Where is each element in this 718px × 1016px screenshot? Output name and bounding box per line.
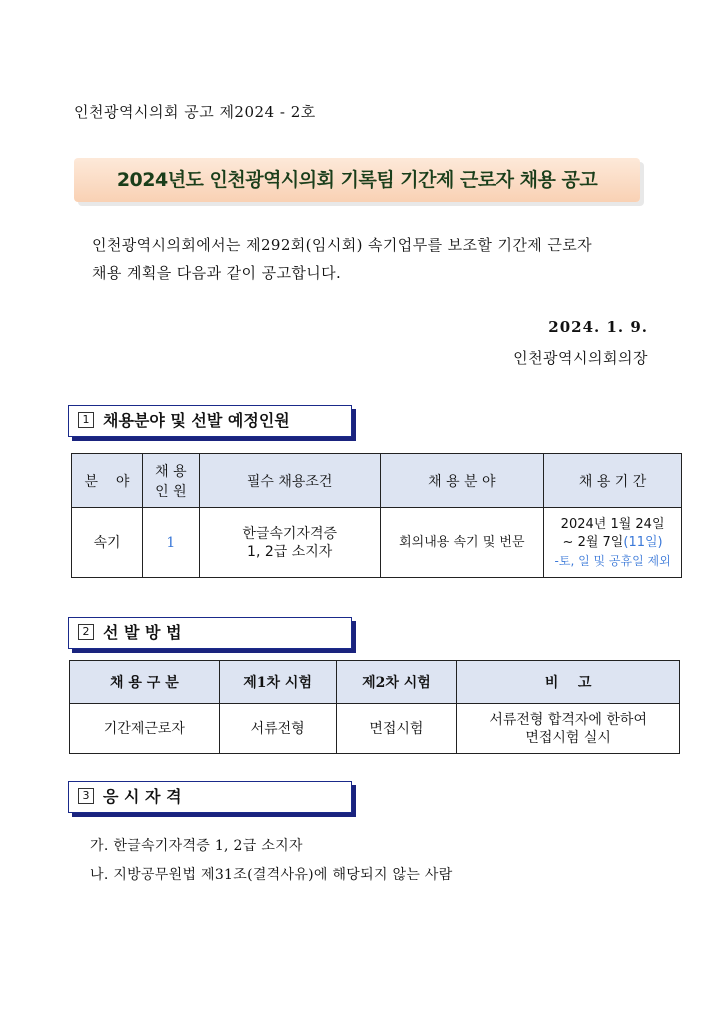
section-2-title: 선 발 방 법 bbox=[103, 623, 182, 642]
period-end: ~ 2월 7일 bbox=[562, 534, 624, 550]
section-3-heading bbox=[68, 781, 352, 813]
period-days: (11일) bbox=[623, 534, 663, 550]
header-second-exam: 제2차 시험 bbox=[336, 661, 457, 704]
note-line1: 서류전형 합격자에 한하여 bbox=[489, 711, 647, 728]
header-period: 채 용 기 간 bbox=[544, 454, 682, 508]
notice-date: 2024. 1. 9. bbox=[548, 318, 648, 336]
cell-field: 속기 bbox=[72, 508, 143, 578]
cell-second-exam: 면접시험 bbox=[336, 704, 457, 754]
qualification-item: 나. 지방공무원법 제31조(결격사유)에 해당되지 않는 사람 bbox=[90, 867, 453, 883]
table-row bbox=[70, 704, 680, 754]
header-count-line2: 인 원 bbox=[155, 483, 187, 500]
cell-first-exam: 서류전형 bbox=[219, 704, 336, 754]
table-row bbox=[72, 508, 682, 578]
cell-period bbox=[544, 508, 682, 578]
table-header-row bbox=[72, 454, 682, 508]
header-requirement: 필수 채용조건 bbox=[199, 454, 380, 508]
section-1-title: 채용분야 및 선발 예정인원 bbox=[103, 411, 290, 430]
period-exclusion: -토, 일 및 공휴일 제외 bbox=[554, 553, 671, 568]
cell-note bbox=[457, 704, 680, 754]
header-count-line1: 채 용 bbox=[155, 463, 187, 480]
section-3-title: 응 시 자 격 bbox=[103, 787, 182, 806]
requirement-line2: 1, 2급 소지자 bbox=[247, 543, 333, 560]
signer: 인천광역시의회의장 bbox=[513, 349, 648, 367]
period-line1: 2024년 1월 24일 bbox=[560, 516, 665, 532]
requirement-line1: 한글속기자격증 bbox=[242, 525, 337, 542]
cell-requirement bbox=[199, 508, 380, 578]
header-type: 채 용 구 분 bbox=[70, 661, 220, 704]
note-line2: 면접시험 실시 bbox=[525, 729, 611, 746]
section-1-number: 1 bbox=[78, 412, 94, 428]
intro-line-2: 채용 계획을 다음과 같이 공고합니다. bbox=[92, 264, 342, 282]
header-first-exam: 제1차 시험 bbox=[219, 661, 336, 704]
header-note: 비 고 bbox=[457, 661, 680, 704]
title-banner bbox=[74, 158, 640, 202]
section-3-number: 3 bbox=[78, 788, 94, 804]
recruitment-table bbox=[71, 453, 682, 578]
section-2-heading bbox=[68, 617, 352, 649]
header-field: 분 야 bbox=[72, 454, 143, 508]
header-area: 채 용 분 야 bbox=[380, 454, 544, 508]
qualification-item: 가. 한글속기자격증 1, 2급 소지자 bbox=[90, 838, 303, 854]
selection-method-table bbox=[69, 660, 680, 754]
intro-line-1: 인천광역시의회에서는 제292회(임시회) 속기업무를 보조할 기간제 근로자 bbox=[92, 236, 592, 254]
notice-number: 인천광역시의회 공고 제2024 - 2호 bbox=[74, 103, 316, 121]
section-2-number: 2 bbox=[78, 624, 94, 640]
cell-count: 1 bbox=[142, 508, 199, 578]
table-header-row bbox=[70, 661, 680, 704]
header-count bbox=[142, 454, 199, 508]
section-1-heading bbox=[68, 405, 352, 437]
period-line2 bbox=[544, 534, 681, 552]
page-title: 2024년도 인천광역시의회 기록팀 기간제 근로자 채용 공고 bbox=[116, 169, 598, 191]
cell-type: 기간제근로자 bbox=[70, 704, 220, 754]
cell-area: 회의내용 속기 및 번문 bbox=[380, 508, 544, 578]
